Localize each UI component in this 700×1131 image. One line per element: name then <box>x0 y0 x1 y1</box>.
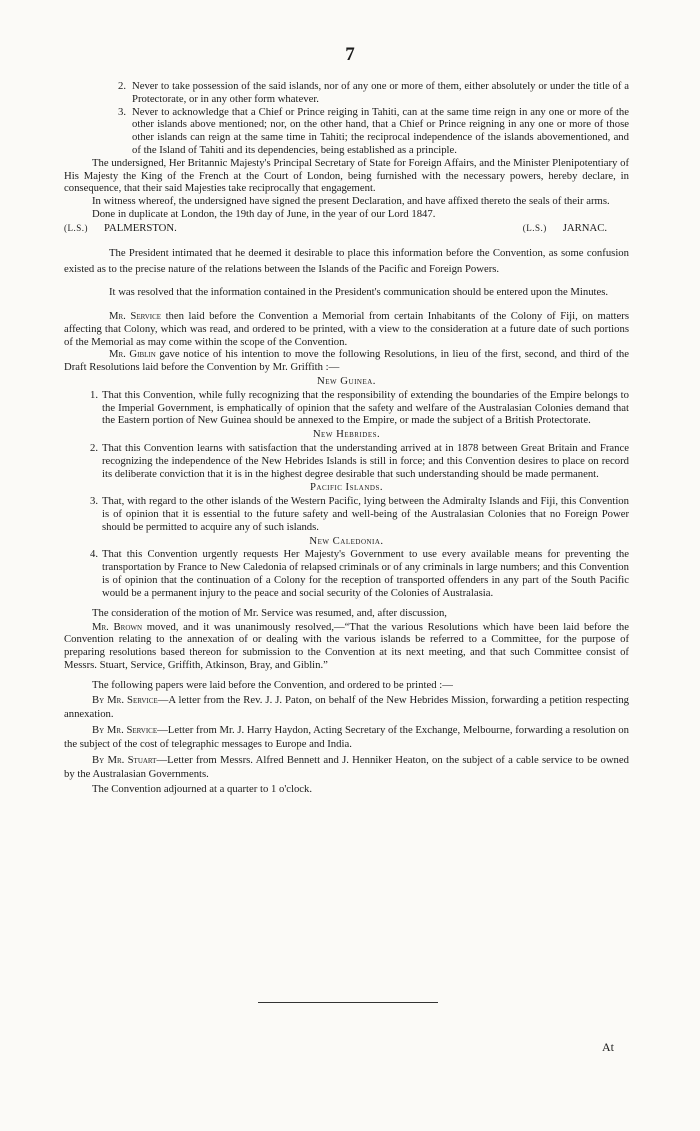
clause-number: 2. <box>118 80 127 92</box>
resolution: 2. That this Convention learns with satisfaction that the understanding arrived at in 1878 between Great Britain and France recognizing the independence of the New Hebrides Islands is still in force; and this Convention desires to place on record its deliberate conviction that it is in the highest degree desirable that such understanding should be made permanent. <box>90 442 629 480</box>
clause-text: Never to acknowledge that a Chief or Prince reiging in Tahiti, can at the same time reign in any one or more of the other islands above mentioned; nor, on the other hand, that a Chief or Prince reigning in any one or more of those other islands can reign at the same time in Tahiti; the reciprocal independence of the islands abovementioned, and of the Island of Tahiti and its dependencies, being established as a principle. <box>132 105 629 156</box>
consideration-paragraph: The consideration of the motion of Mr. Service was resumed, and, after discussion, <box>92 606 447 619</box>
adjourned-paragraph: The Convention adjourned at a quarter to 1 o'clock. <box>92 782 313 795</box>
numbered-clause <box>64 80 629 106</box>
witness-paragraph: In witness whereof, the undersigned have signed the present Declaration, and have affixed thereto the seals of their arms. <box>92 195 610 208</box>
signature-line <box>64 222 629 235</box>
catchword: At <box>602 1040 614 1054</box>
resolution: 3. That, with regard to the other islands of the Western Pacific, lying between the Admiralty Islands and Fiji, this Convention is of opinion that it is essential to the future safety and well-being of the Australasian Colonies that no Foreign Power should be permitted to acquire any of such islands. <box>90 495 629 533</box>
page-number: 7 <box>345 44 355 65</box>
resolution: 1. That this Convention, while fully recognizing that the responsibility of extending the boundaries of the Empire belongs to the Imperial Government, is emphatically of opinion that the safety and welfare of the Australasian Colonies demand that the Eastern portion of New Guinea should be annexed to the Empire, or made the subject of a British Protectorate. <box>90 388 629 427</box>
paper-item: By Mr. Stuart—Letter from Messrs. Alfred Bennett and J. Henniker Heaton, on the subject of a cable service to be owned by the Australasian Governments. <box>64 753 629 780</box>
resolved-paragraph: It was resolved that the information contained in the President's communication should be entered upon the Minutes. <box>109 285 609 298</box>
section-heading: New Caledonia. <box>309 534 384 547</box>
giblin-paragraph: Mr. Giblin gave notice of his intention to move the following Resolutions, in lieu of the first, second, and third of the Draft Resolutions laid before the Convention by Mr. Griffith :— <box>64 348 629 374</box>
page-body <box>64 80 629 797</box>
declaration-paragraph: The undersigned, Her Britannic Majesty's Principal Secretary of State for Foreign Affairs, and the Minister Plenipotentiary of His Majesty the King of the French at the Court of London, being furnished with the necessary powers, hereby declare, in consequence, that their said Majesties take reciprocally that engagement. <box>64 156 629 195</box>
signature-right: (L.S.) JARNAC. <box>522 221 607 234</box>
resolution: 4. That this Convention urgently requests Her Majesty's Government to use every available means for preventing the transportation by France to New Caledonia of relapsed criminals or of any criminals in large numbers; and this Convention is of opinion that the continuation of a Colony for the reception of transported offenders in any part of the South Pacific would be a permanent injury to the peace and social security of the Colonies of Australasia. <box>90 548 629 599</box>
section-heading: New Hebrides. <box>312 428 381 441</box>
clause-number: 3. <box>118 105 127 118</box>
brown-paragraph: Mr. Brown moved, and it was unanimously resolved,—“That the various Resolutions which have been laid before the Convention relating to the annexation of or dealing with the various islands be referred to a Committee, for the purpose of preparing resolutions based thereon for submission to the Convention at its next meeting, and that such Committee consist of Messrs. Stuart, Service, Griffith, Atkinson, Bray, and Giblin.” <box>64 620 629 671</box>
president-paragraph: The President intimated that he deemed it desirable to place this information before the Convention, as some confusion existed as to the precise nature of the relations between the Islands of the Pacific and Foreign Powers. <box>64 246 629 276</box>
paper-item: By Mr. Service—Letter from Mr. J. Harry Haydon, Acting Secretary of the Exchange, Melbourne, forwarding a resolution on the subject of the cost of telegraphic messages to Europe and India. <box>64 723 629 750</box>
papers-paragraph: The following papers were laid before the Convention, and ordered to be printed :— <box>92 678 453 691</box>
section-heading: New Guinea. <box>317 375 376 388</box>
paper-item: By Mr. Service—A letter from the Rev. J. J. Paton, on behalf of the New Hebrides Mission, forwarding a petition respecting annexation. <box>64 693 630 720</box>
section-heading: Pacific Islands. <box>309 481 384 494</box>
closing-rule <box>258 1002 438 1003</box>
service-paragraph: Mr. Service then laid before the Convention a Memorial from certain Inhabitants of the Colony of Fiji, on matters affecting that Colony, which was read, and ordered to be printed, with a view to the consideration at a future date of such portions of the Memorial as may come within the scope of the Convention. <box>64 310 629 348</box>
clause-text: Never to take possession of the said islands, nor of any one or more of them, either absolutely or under the title of a Protectorate, or in any other form whatever. <box>132 80 629 105</box>
numbered-clause <box>64 106 629 157</box>
signature-left: (L.S.) PALMERSTON. <box>64 221 177 234</box>
done-paragraph: Done in duplicate at London, the 19th day of June, in the year of our Lord 1847. <box>92 207 436 220</box>
